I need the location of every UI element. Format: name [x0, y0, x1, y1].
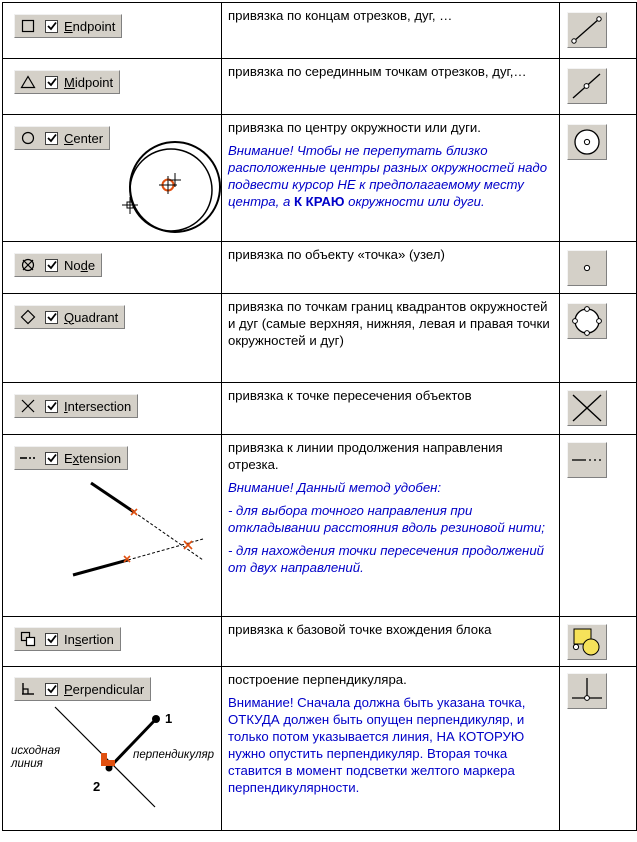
- table-row-intersection: [3, 383, 637, 435]
- cross-icon: [19, 397, 37, 415]
- description: привязка по объекту «точка» (узел): [228, 247, 445, 262]
- description: привязка по концам отрезков, дуг, …: [228, 8, 453, 23]
- intersection-x-icon[interactable]: [567, 390, 607, 426]
- insertion-checkbox[interactable]: [45, 633, 58, 646]
- warning-text: Внимание! Сначала должна быть указана точка, ОТКУДА должен быть опущен перпендикуляр, и только потом указывается линия, НА КОТОРУЮ нужно опустить перпендикуляр. Вторая точка ставится в момент подсветки желтого маркера перпендикулярности.: [228, 695, 526, 795]
- mode-label: Node: [64, 257, 96, 273]
- mode-label: Center: [64, 130, 104, 146]
- midpoint-checkbox[interactable]: [45, 76, 58, 89]
- description: привязка к базовой точке вхождения блока: [228, 622, 492, 637]
- description: привязка по центру окружности или дуги.: [228, 120, 481, 135]
- node-toggle[interactable]: [14, 253, 102, 277]
- mode-label: Midpoint: [64, 74, 114, 90]
- quadrant-toggle[interactable]: [14, 305, 125, 329]
- point-1-label: 1: [165, 711, 173, 726]
- endpoint-checkbox[interactable]: [45, 20, 58, 33]
- extension-illustration: [3, 435, 221, 617]
- table-row-perpendicular: [3, 667, 637, 831]
- source-line-label: исходная линия: [11, 745, 61, 770]
- node-point-icon[interactable]: [567, 250, 607, 286]
- triangle-icon: [19, 73, 37, 91]
- center-illustration: [3, 115, 221, 242]
- intersection-toggle[interactable]: [14, 394, 138, 418]
- warning-item: - для нахождения точки пересечения продолжений от двух направлений.: [228, 543, 544, 575]
- node-icon: [19, 256, 37, 274]
- quadrant-circle-icon[interactable]: [567, 303, 607, 339]
- description: привязка по серединным точкам отрезков, дуг,…: [228, 64, 527, 79]
- diamond-icon: [19, 308, 37, 326]
- description: построение перпендикуляра.: [228, 672, 407, 687]
- warning-text: Внимание! Данный метод удобен:: [228, 480, 442, 495]
- mode-label: Insertion: [64, 631, 114, 647]
- mode-label: Endpoint: [64, 18, 116, 34]
- warning-item: - для выбора точного направления при откладывании расстояния вдоль резиновой нити;: [228, 503, 545, 535]
- mode-label: Intersection: [64, 398, 132, 414]
- endpoint-line-icon[interactable]: [567, 12, 607, 48]
- extension-dashed-icon[interactable]: [567, 442, 607, 478]
- table-row-quadrant: [3, 294, 637, 383]
- mode-label: Quadrant: [64, 309, 119, 325]
- table-row-midpoint: [3, 59, 637, 115]
- table-row-center: [3, 115, 637, 242]
- insertion-icon: [19, 630, 37, 648]
- node-checkbox[interactable]: [45, 259, 58, 272]
- intersection-checkbox[interactable]: [45, 400, 58, 413]
- endpoint-toggle[interactable]: [14, 14, 122, 38]
- center-circle-icon[interactable]: [567, 124, 607, 160]
- description: привязка к точке пересечения объектов: [228, 388, 472, 403]
- table-row-node: [3, 242, 637, 294]
- description: привязка по точкам границ квадрантов окружностей и дуг (самые верхняя, нижняя, левая и правая точки окружностей и дуг): [228, 299, 550, 348]
- warning-text: Внимание! Чтобы не перепутать близко расположенные центры разных окружностей надо подвести курсор НЕ к предполагаемому месту центра, а К КРАЮ окружности или дуги.: [228, 143, 548, 209]
- table-row-insertion: [3, 617, 637, 667]
- insertion-block-icon[interactable]: [567, 624, 607, 660]
- mode-label: Extension: [64, 450, 122, 466]
- quadrant-checkbox[interactable]: [45, 311, 58, 324]
- description: привязка к линии продолжения направления отрезка.: [228, 440, 503, 472]
- insertion-toggle[interactable]: [14, 627, 121, 651]
- table-row-endpoint: [3, 3, 637, 59]
- perpendicular-t-icon[interactable]: [567, 673, 607, 709]
- table-row-extension: [3, 435, 637, 617]
- point-2-label: 2: [93, 779, 101, 794]
- osnap-table: [2, 2, 637, 831]
- perpendicular-label: перпендикуляр: [133, 749, 214, 761]
- midpoint-line-icon[interactable]: [567, 68, 607, 104]
- mode-label: Perpendicular: [64, 681, 145, 697]
- midpoint-toggle[interactable]: [14, 70, 120, 94]
- square-icon: [19, 17, 37, 35]
